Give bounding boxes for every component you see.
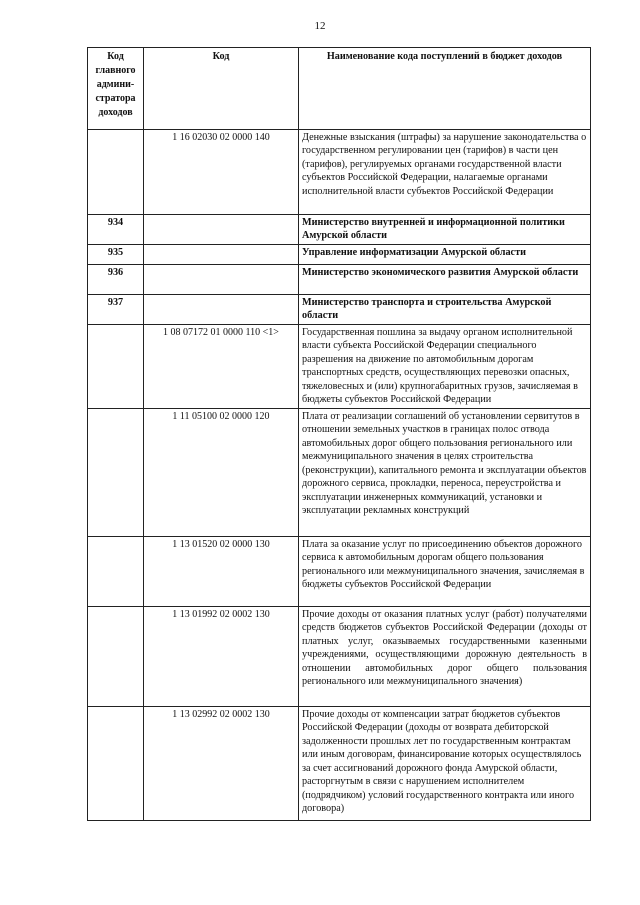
table-row: [88, 295, 591, 325]
table-row: [88, 409, 591, 537]
table-row: [88, 325, 591, 409]
header-name: Наименование кода поступлений в бюджет доходов: [299, 48, 591, 130]
revenue-codes-table: [87, 47, 591, 821]
revenue-name-cell: Прочие доходы от компенсации затрат бюджетов субъектов Российской Федерации (доходы от возврата дебиторской задолженности прошлых лет по государственным контрактам или иным договорам, финансирование которых осуществлялось за счет ассигнований дорожного фонда Амурской области, расторгнутым в связи с нарушением исполнителем (подрядчиком) условий государственного контракта или иного договора): [299, 707, 591, 821]
revenue-name-cell: Прочие доходы от оказания платных услуг (работ) получателями средств бюджетов субъектов Российской Федерации (доходы от платных услуг, оказываемых государственными казенными учреждениями, осуществляющими дорожную деятельность в отношении автомобильных дорог общего пользования регионального или межмуниципального значения): [299, 607, 591, 707]
page-number: 12: [314, 20, 326, 32]
revenue-code-cell: 1 16 02030 02 0000 140: [144, 130, 299, 215]
header-code: Код: [144, 48, 299, 130]
revenue-code-cell: [144, 265, 299, 295]
admin-code-cell: 934: [88, 215, 144, 245]
admin-code-cell: [88, 409, 144, 537]
revenue-code-cell: 1 13 01992 02 0002 130: [144, 607, 299, 707]
revenue-code-cell: 1 13 02992 02 0002 130: [144, 707, 299, 821]
admin-code-cell: 935: [88, 245, 144, 265]
table-row: [88, 537, 591, 607]
revenue-code-cell: 1 13 01520 02 0000 130: [144, 537, 299, 607]
table-row: [88, 607, 591, 707]
admin-code-cell: [88, 607, 144, 707]
revenue-code-cell: 1 11 05100 02 0000 120: [144, 409, 299, 537]
revenue-code-cell: [144, 295, 299, 325]
revenue-name-cell: Министерство транспорта и строительства Амурской области: [299, 295, 591, 325]
header-admin-code: Код главного админи-стратора доходов: [88, 48, 144, 130]
revenue-name-cell: Управление информатизации Амурской области: [299, 245, 591, 265]
revenue-name-cell: Государственная пошлина за выдачу органом исполнительной власти субъекта Российской Федерации специального разрешения на движение по автомобильным дорогам транспортных средств, осуществляющих перевозки опасных, тяжеловесных и (или) крупногабаритных грузов, зачисляемая в бюджеты субъектов Российской Федерации: [299, 325, 591, 409]
revenue-name-cell: Плата от реализации соглашений об установлении сервитутов в отношении земельных участков в границах полос отвода автомобильных дорог общего пользования регионального или межмуниципального значения в целях строительства (реконструкции), капитального ремонта и эксплуатации объектов дорожного сервиса, прокладки, переноса, переустройства и эксплуатации инженерных коммуникаций, установки и эксплуатации рекламных конструкций: [299, 409, 591, 537]
table-header-row: [88, 48, 591, 130]
revenue-code-cell: 1 08 07172 01 0000 110 <1>: [144, 325, 299, 409]
revenue-name-cell: Денежные взыскания (штрафы) за нарушение законодательства о государственном регулировании цен (тарифов) в части цен (тарифов), регулируемых органами государственной власти субъектов Российской Федерации, налагаемые органами исполнительной власти субъектов Российской Федерации: [299, 130, 591, 215]
table-row: [88, 215, 591, 245]
admin-code-cell: [88, 707, 144, 821]
revenue-name-cell: Министерство экономического развития Амурской области: [299, 265, 591, 295]
revenue-code-cell: [144, 245, 299, 265]
table-row: [88, 265, 591, 295]
admin-code-cell: [88, 537, 144, 607]
admin-code-cell: 937: [88, 295, 144, 325]
admin-code-cell: [88, 130, 144, 215]
table-row: [88, 707, 591, 821]
table-row: [88, 245, 591, 265]
table-row: [88, 130, 591, 215]
revenue-name-cell: Министерство внутренней и информационной политики Амурской области: [299, 215, 591, 245]
revenue-name-cell: Плата за оказание услуг по присоединению объектов дорожного сервиса к автомобильным дорогам общего пользования регионального или межмуниципального значения, зачисляемая в бюджеты субъектов Российской Федерации: [299, 537, 591, 607]
admin-code-cell: [88, 325, 144, 409]
revenue-code-cell: [144, 215, 299, 245]
admin-code-cell: 936: [88, 265, 144, 295]
